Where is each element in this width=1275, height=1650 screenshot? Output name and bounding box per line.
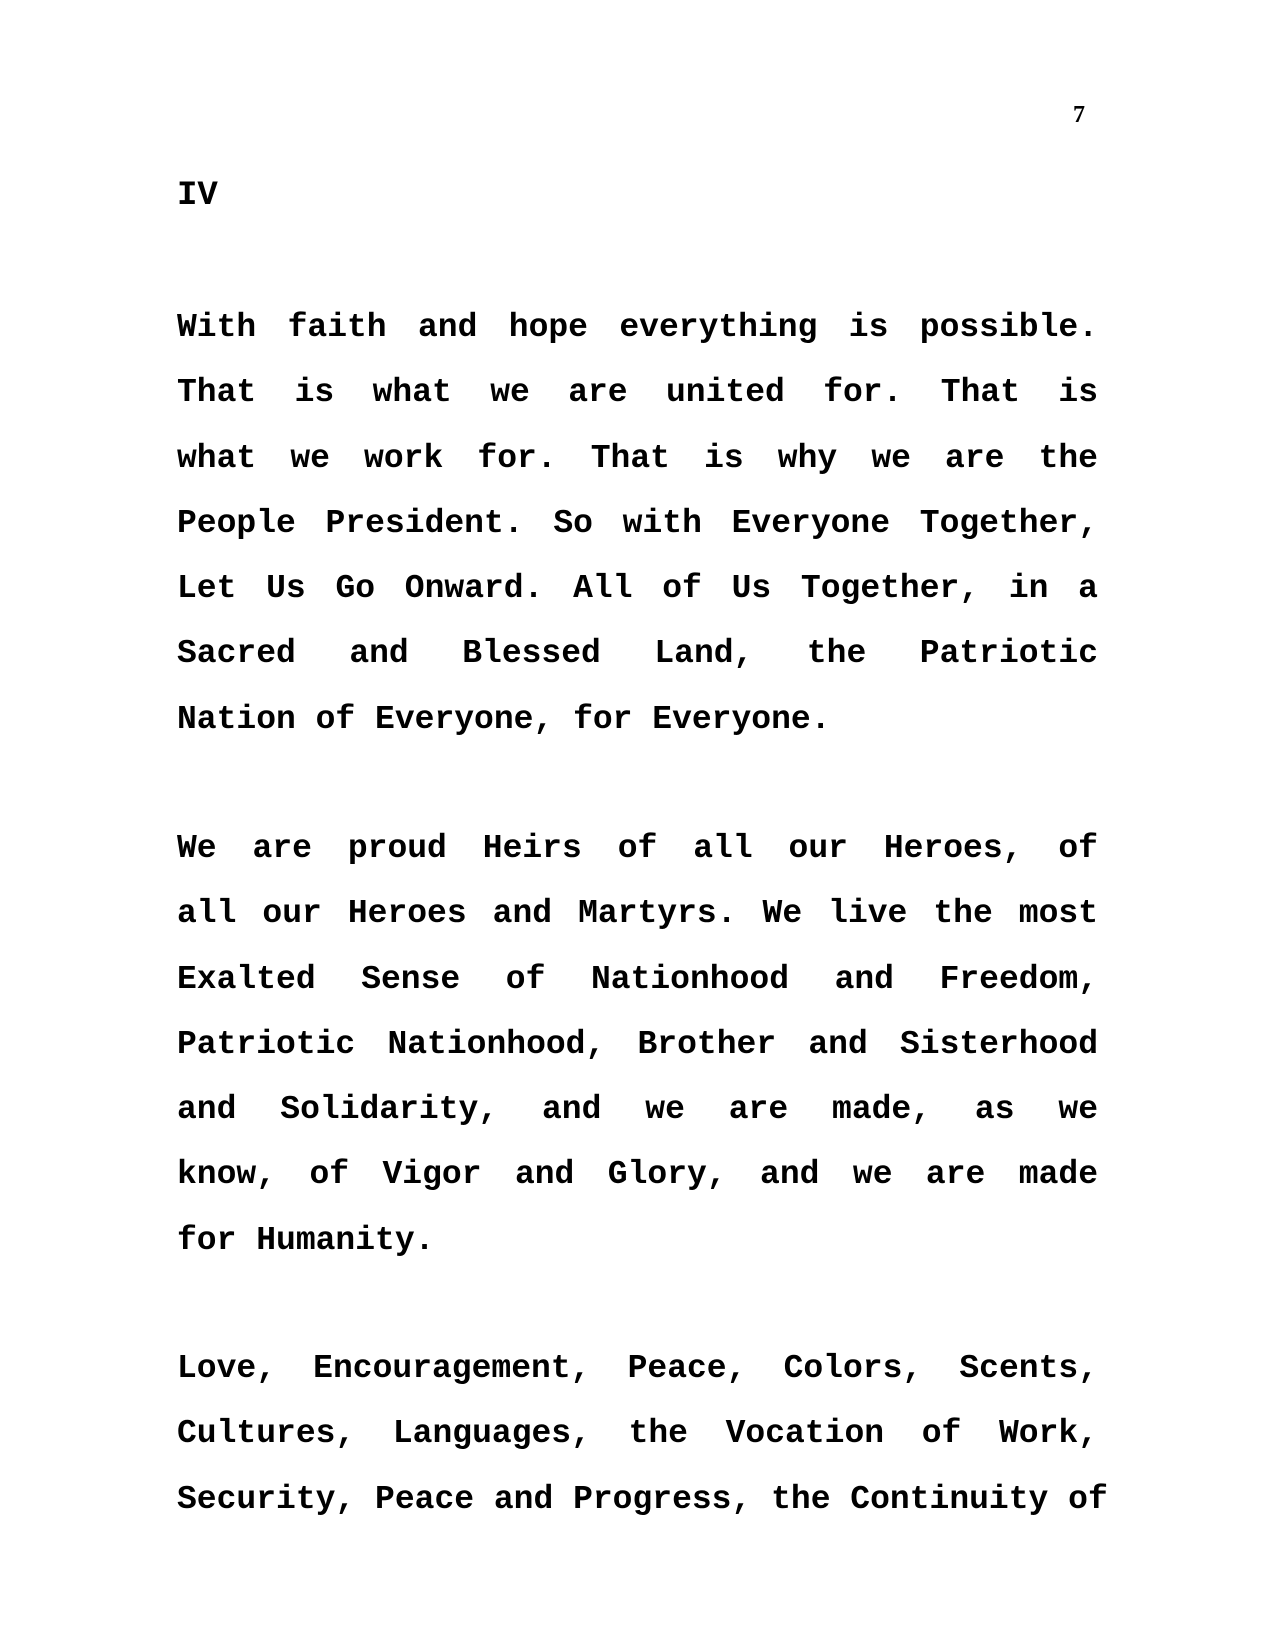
paragraph-line: Love, Encouragement, Peace, Colors, Scents, bbox=[177, 1350, 1098, 1387]
paragraph-line: for Humanity. bbox=[177, 1221, 435, 1259]
page-number: 7 bbox=[1073, 102, 1085, 128]
paragraph-3 bbox=[177, 1336, 1108, 1532]
paragraph-line: With faith and hope everything is possible. bbox=[177, 309, 1098, 346]
paragraph-line: Nation of Everyone, for Everyone. bbox=[177, 700, 831, 738]
paragraph-line: Security, Peace and Progress, the Continuity of bbox=[177, 1480, 1108, 1518]
paragraph-line: Let Us Go Onward. All of Us Together, in a bbox=[177, 570, 1098, 608]
paragraph-line: People President. So with Everyone Together, bbox=[177, 504, 1098, 542]
paragraph-1 bbox=[177, 295, 1098, 752]
paragraph-line: know, of Vigor and Glory, and we are made bbox=[177, 1156, 1098, 1194]
paragraph-line: Patriotic Nationhood, Brother and Sisterhood bbox=[177, 1025, 1098, 1063]
paragraph-line: Exalted Sense of Nationhood and Freedom, bbox=[177, 960, 1098, 998]
paragraph-line: Sacred and Blessed Land, the Patriotic bbox=[177, 635, 1098, 673]
paragraph-line: We are proud Heirs of all our Heroes, of bbox=[177, 830, 1098, 867]
paragraph-2 bbox=[177, 816, 1098, 1273]
paragraph-line: That is what we are united for. That is bbox=[177, 374, 1098, 412]
paragraph-line: Cultures, Languages, the Vocation of Work, bbox=[177, 1415, 1098, 1453]
paragraph-line: and Solidarity, and we are made, as we bbox=[177, 1091, 1098, 1129]
paragraph-line: all our Heroes and Martyrs. We live the most bbox=[177, 895, 1098, 933]
paragraph-line: what we work for. That is why we are the bbox=[177, 439, 1098, 477]
section-heading: IV bbox=[177, 177, 218, 215]
